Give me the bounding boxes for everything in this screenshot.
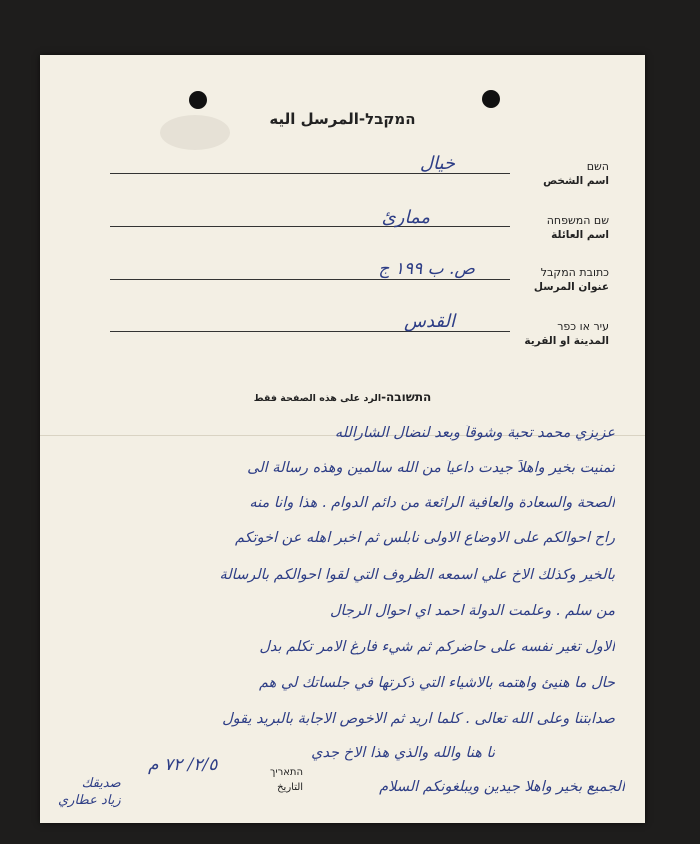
form-title: המקבל-المرسل اليه — [269, 110, 416, 128]
family-name-value: ممارئ — [381, 207, 430, 228]
address-value: ص. ب ١٩٩ ج — [378, 259, 475, 279]
letter-line: صدابتنا وعلى الله تعالى . كلما اريد ثم الاخوص الاجابة بالبريد يقول — [222, 711, 615, 727]
label-city: עיר או כפר المدينة او القرية — [524, 320, 609, 347]
name-value: خيال — [419, 153, 455, 174]
label-family-name: שם המשפחה اسم العائلة — [546, 214, 609, 241]
letter-line: عزيزي محمد تحية وشوقاً وبعد لنضال الشارالله — [334, 425, 615, 441]
label-address: כתובת המקבל عنوان المرسل — [533, 266, 609, 293]
letter-line: من سلم . وعلمت الدولة احمد اي احوال الرجال — [330, 603, 615, 619]
letter-line: بالخير وكذلك الاخ علي اسمعه الظروف التي لقوا احوالكم بالرسالة — [219, 567, 615, 583]
letter-line: نا هنا والله والذي هذا الاخ جدي — [311, 745, 495, 761]
letter-line: الصحة والسعادة والعافية الرائعة من دائم الدوام . هذا وانا منه — [249, 495, 615, 511]
signature-closing: صديقك — [81, 776, 121, 791]
address-line — [110, 279, 510, 280]
label-name: השם اسم الشخص — [543, 160, 609, 187]
punch-hole-right — [482, 90, 500, 108]
answer-heading: התשובה-الرد على هذه الصفحة فقط — [253, 390, 432, 404]
letter-line: الاول تغير نفسه على حاضركم ثم شيء فارغ الامر تكلم بدل — [259, 639, 615, 655]
family-name-line — [110, 226, 510, 227]
form-sheet — [40, 55, 645, 823]
punch-hole-left — [189, 91, 207, 109]
signature-name: زياد عطاري — [58, 793, 121, 808]
letter-line: راح احوالكم على الاوضاع الاولى نابلس ثم اخبر اهله عن اخوتكم — [234, 530, 615, 546]
date-value: ٢/٥/ ٧٢ م — [148, 755, 218, 775]
date-label: התאריך التاريخ — [270, 767, 304, 793]
signature — [58, 775, 121, 809]
city-value: القدس — [403, 311, 455, 332]
letter-line: تمنيت بخير واهلاً جيدت داعياً من الله سالمين وهذه رسالة الى — [247, 460, 615, 476]
letter-line: الجميع بخير واهلا جيدين ويبلغونكم السلام — [379, 779, 625, 795]
letter-line: حال ما هنيئ واهتمه بالاشياء التي ذكرتها في جلساتك لي هم — [259, 675, 615, 691]
